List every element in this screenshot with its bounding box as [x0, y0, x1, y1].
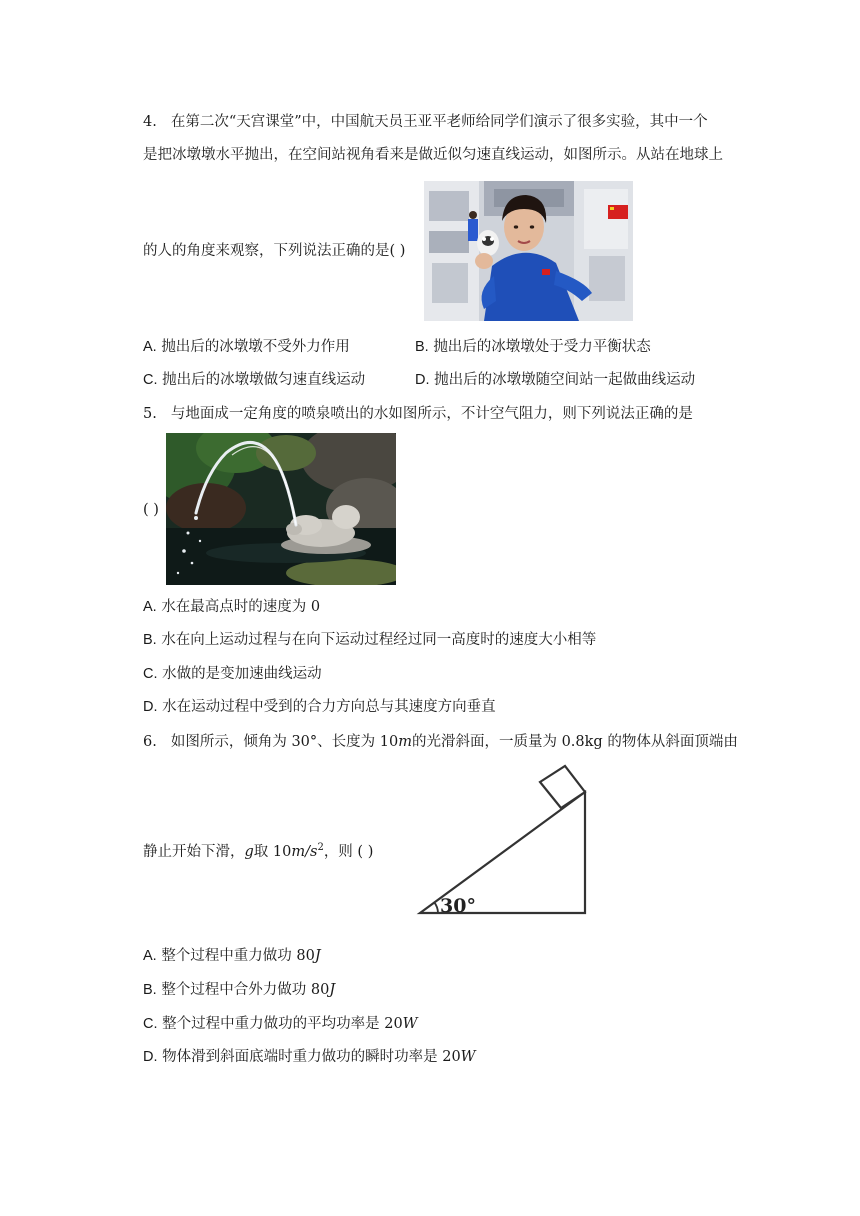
q4-option-a-text: 抛出后的冰墩墩不受外力作用 — [161, 339, 350, 355]
q6-option-a-text: 整个过程中重力做功 80 — [161, 948, 315, 964]
q6-option-c-text: 整个过程中重力做功的平均功率是 20 — [162, 1016, 403, 1032]
q6-number: 6. — [143, 734, 157, 750]
q5-option-b-text: 水在向上运动过程与在向下运动过程经过同一高度时的速度大小相等 — [161, 632, 597, 648]
q6-option-c-letter: C. — [143, 1016, 158, 1032]
q5-option-c-text: 水做的是变加速曲线运动 — [162, 666, 322, 682]
q6-stem-2b: g — [244, 843, 254, 860]
q4-stem-1: 在第二次“天宫课堂”中，中国航天员王亚平老师给同学们演示了很多实验，其中一个 — [170, 114, 708, 130]
q6-option-c[interactable] — [143, 1014, 418, 1034]
q4-option-b-text: 抛出后的冰墩墩处于受力平衡状态 — [433, 339, 651, 355]
q4-number: 4. — [143, 114, 157, 130]
q6-option-b-text: 整个过程中合外力做功 80 — [161, 982, 330, 998]
q6-stem-1b: 10 — [379, 734, 399, 750]
q4-option-a-letter: A. — [143, 339, 157, 355]
q6-stem-1d: 的光滑斜面，一质量为 0.8kg 的物体从斜面顶端由 — [411, 734, 738, 750]
q6-stem-2c: 取 10 — [253, 843, 292, 860]
q5-option-c-letter: C. — [143, 666, 158, 682]
q4-option-c[interactable] — [143, 370, 365, 390]
q6-stem-1a: 如图所示，倾角为 30°、长度为 — [170, 734, 380, 750]
q4-option-d[interactable] — [415, 370, 695, 390]
astronaut-photo — [424, 181, 633, 321]
q6-option-d-text: 物体滑到斜面底端时重力做功的瞬时功率是 20 — [162, 1049, 461, 1065]
q5-option-b-letter: B. — [143, 632, 157, 648]
fountain-photo — [166, 433, 396, 585]
q6-option-a-unit: J — [314, 948, 321, 964]
q4-option-a[interactable] — [143, 337, 350, 357]
q4-option-b-letter: B. — [415, 339, 429, 355]
q6-option-d-letter: D. — [143, 1049, 158, 1065]
q6-option-a[interactable] — [143, 946, 321, 966]
q6-option-d-unit: W — [460, 1049, 476, 1065]
q5-option-d-text: 水在运动过程中受到的合力方向总与其速度方向垂直 — [162, 699, 496, 715]
q5-option-c[interactable] — [143, 664, 322, 684]
q5-option-a-letter: A. — [143, 599, 157, 615]
q6-option-c-unit: W — [402, 1016, 418, 1032]
q5-option-b[interactable] — [143, 630, 596, 650]
q4-line-3: 的人的角度来观察，下列说法正确的是( ) — [143, 243, 406, 259]
q6-stem-2d: m/s — [291, 843, 318, 860]
q5-number: 5. — [143, 406, 157, 422]
q5-option-d-letter: D. — [143, 699, 158, 715]
q6-line-1 — [143, 732, 738, 752]
q5-option-a[interactable] — [143, 597, 320, 617]
q4-line-2: 是把冰墩墩水平抛出，在空间站视角看来是做近似匀速直线运动，如图所示。从站在地球上 — [143, 147, 723, 163]
q4-option-d-letter: D. — [415, 372, 430, 388]
q5-line-1 — [143, 404, 693, 424]
q6-option-b-letter: B. — [143, 982, 157, 998]
q5-line-2: ( ) — [143, 502, 159, 518]
q5-stem-1: 与地面成一定角度的喷泉喷出的水如图所示，不计空气阻力，则下列说法正确的是 — [170, 406, 693, 422]
q4-option-d-text: 抛出后的冰墩墩随空间站一起做曲线运动 — [434, 372, 696, 388]
q4-option-b[interactable] — [415, 337, 651, 357]
q4-option-c-text: 抛出后的冰墩墩做匀速直线运动 — [162, 372, 366, 388]
angle-label: 30° — [440, 895, 476, 917]
q6-option-b-unit: J — [329, 982, 336, 998]
q6-stem-1c: m — [398, 734, 412, 750]
q4-option-c-letter: C. — [143, 372, 158, 388]
q6-option-a-letter: A. — [143, 948, 157, 964]
q6-stem-2e: 2 — [317, 842, 324, 853]
angle-arc — [434, 902, 438, 913]
block-square — [540, 766, 585, 808]
q6-line-2 — [143, 838, 373, 862]
q5-option-a-text: 水在最高点时的速度为 0 — [161, 599, 321, 615]
q4-line-1 — [143, 112, 708, 132]
incline-diagram — [410, 760, 595, 920]
q6-stem-2f: ，则 ( ) — [323, 843, 374, 860]
q6-stem-2a: 静止开始下滑， — [143, 843, 245, 860]
q5-option-d[interactable] — [143, 697, 496, 717]
q6-option-d[interactable] — [143, 1047, 476, 1067]
q6-option-b[interactable] — [143, 980, 335, 1000]
